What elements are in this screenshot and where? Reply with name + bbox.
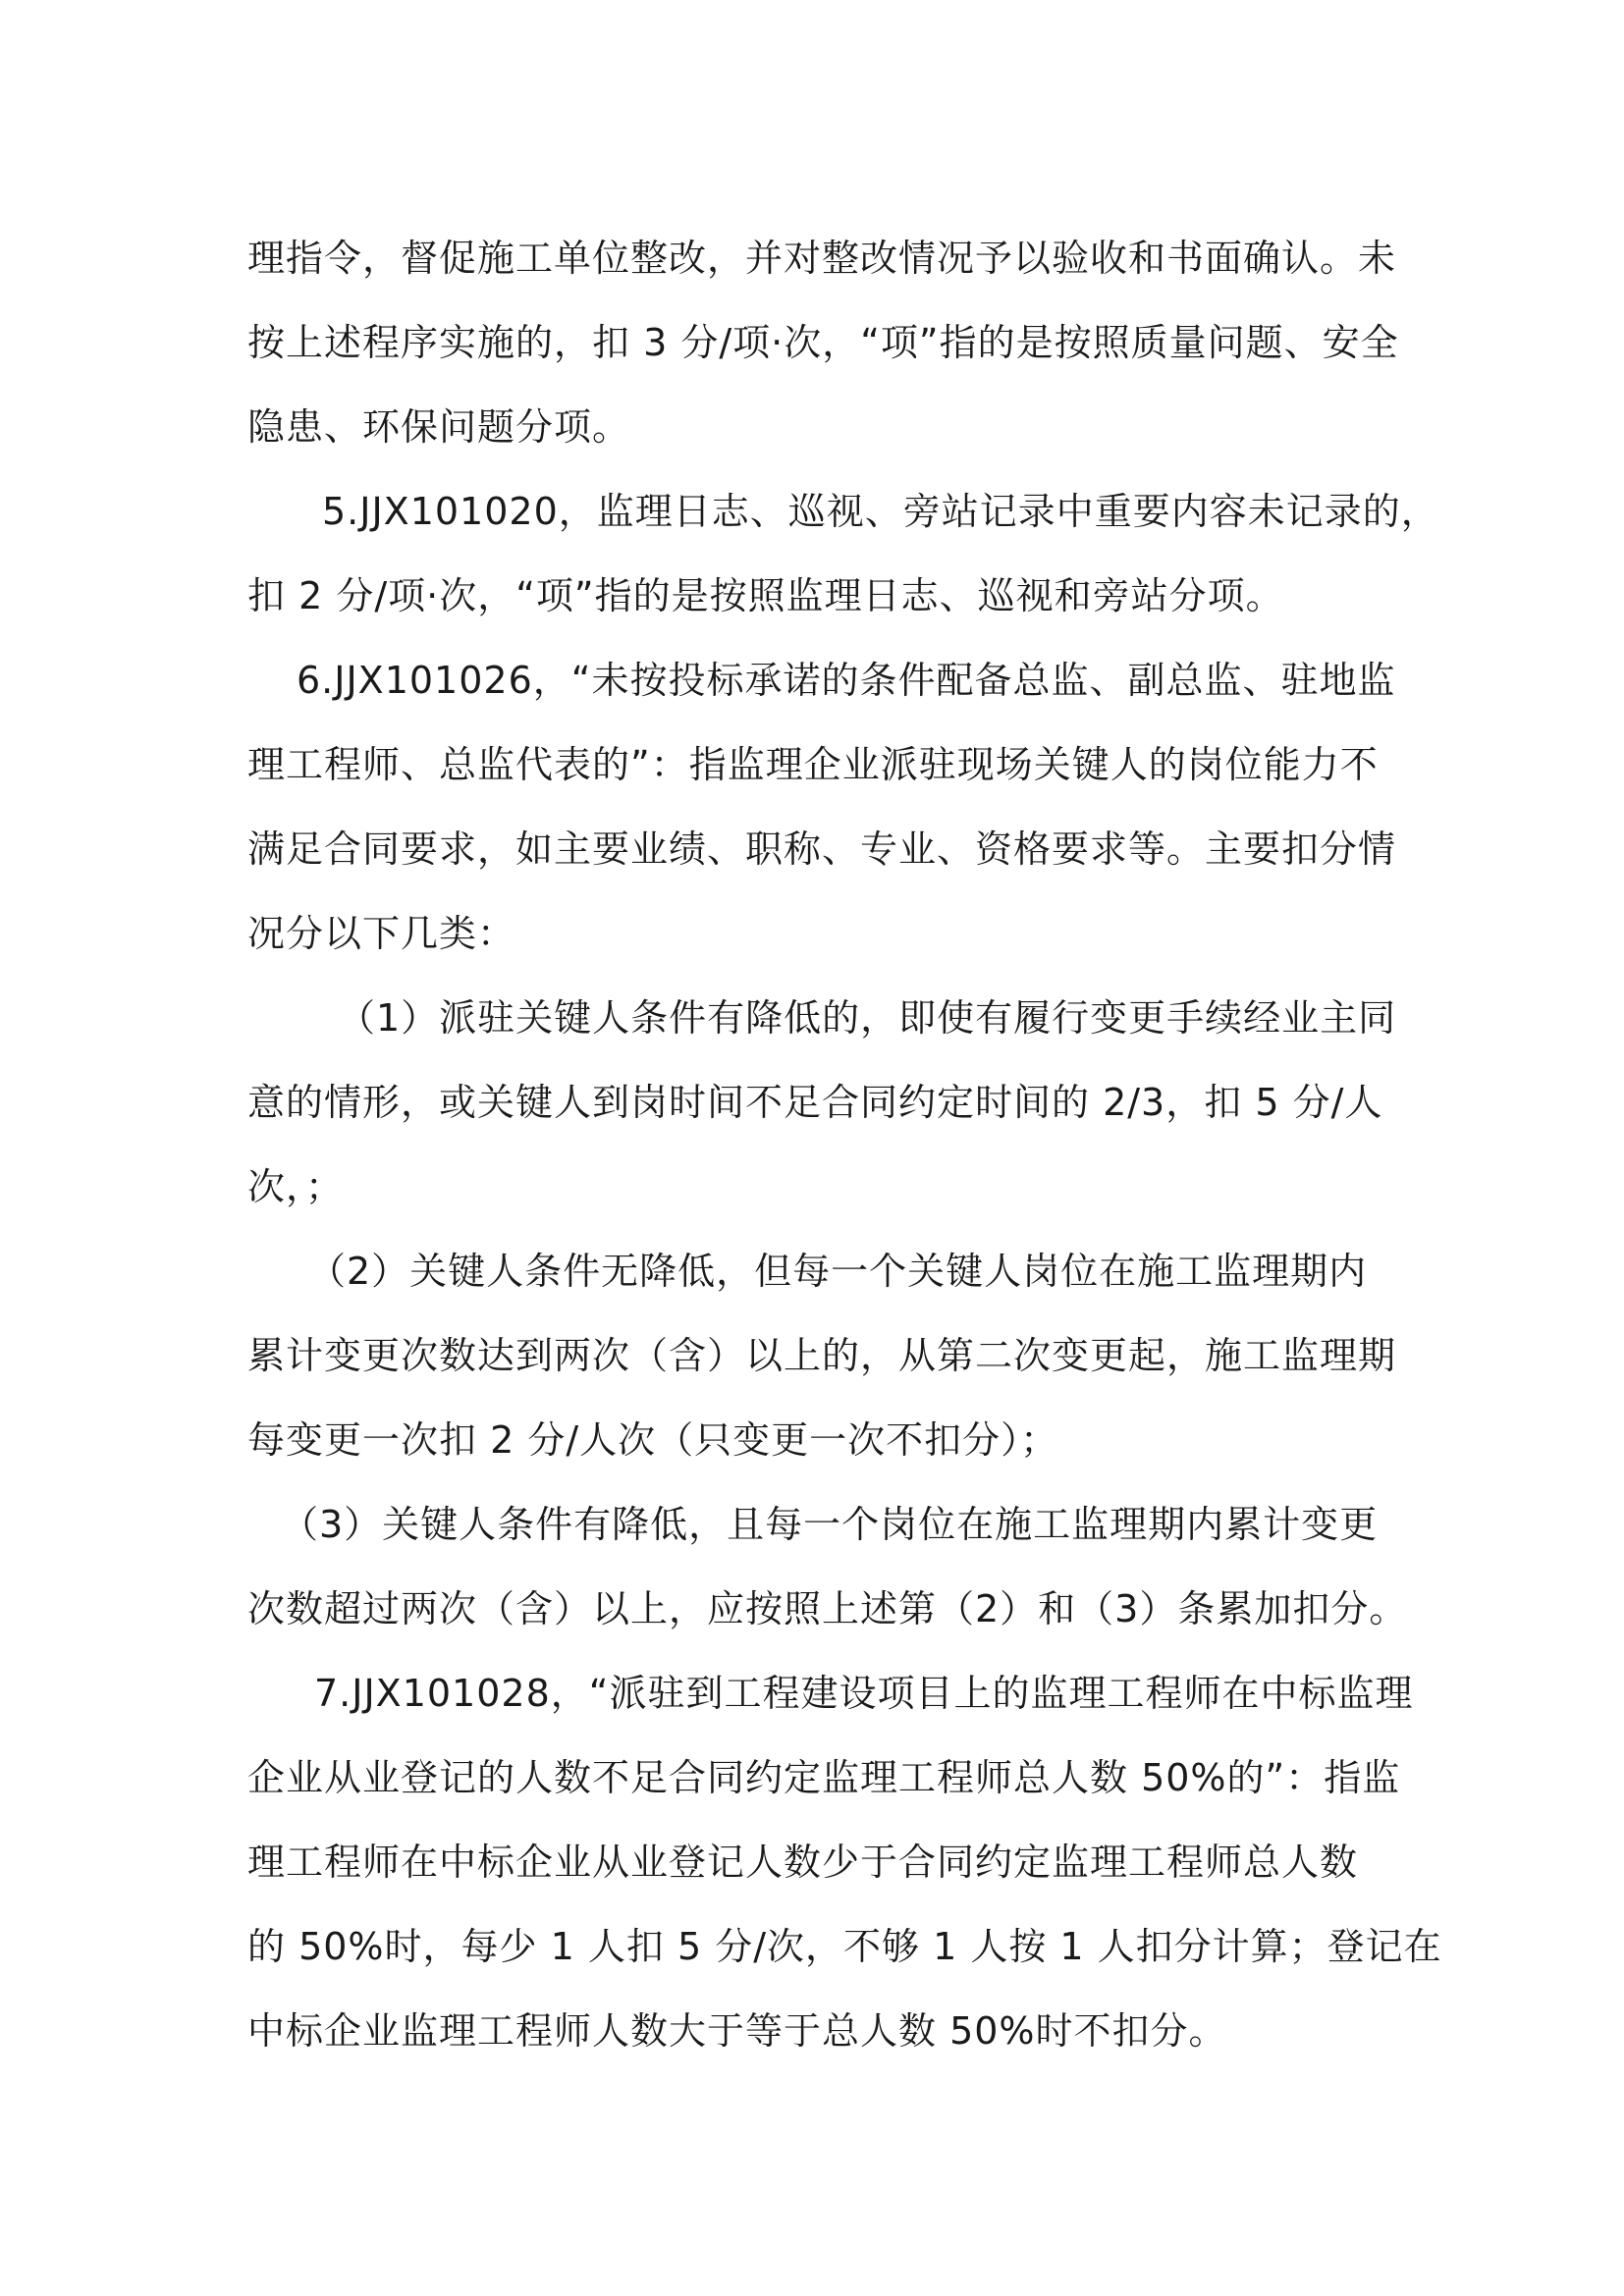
text-line: 次，； — [247, 1165, 345, 1208]
text-line: 理工程师、总监代表的”：指监理企业派驻现场关键人的岗位能力不 — [247, 743, 1379, 786]
sub-item-2-start: （2）关键人条件无降低，但每一个关键人岗位在施工监理期内 — [308, 1250, 1368, 1293]
text-line: 理指令，督促施工单位整改，并对整改情况予以验收和书面确认。未 — [247, 237, 1397, 280]
text-line: 累计变更次数达到两次（含）以上的，从第二次变更起，施工监理期 — [247, 1334, 1397, 1377]
text-line: 扣 2 分/项·次，“项”指的是按照监理日志、巡视和旁站分项。 — [247, 574, 1284, 617]
sub-item-3-start: （3）关键人条件有降低，且每一个岗位在施工监理期内累计变更 — [281, 1503, 1379, 1546]
text-line: 每变更一次扣 2 分/人次（只变更一次不扣分）； — [247, 1418, 1059, 1462]
text-line: 企业从业登记的人数不足合同约定监理工程师总人数 50%的”：指监 — [247, 1756, 1401, 1799]
text-line: 中标企业监理工程师人数大于等于总人数 50%时不扣分。 — [247, 2009, 1227, 2053]
text-line: 隐患、环保问题分项。 — [247, 405, 631, 449]
text-line: 理工程师在中标企业从业登记人数少于合同约定监理工程师总人数 — [247, 1841, 1359, 1884]
text-line: 次数超过两次（含）以上，应按照上述第（2）和（3）条累加扣分。 — [247, 1587, 1408, 1630]
paragraph-item-6-start: 6.JJX101026，“未按投标承诺的条件配备总监、副总监、驻地监 — [297, 659, 1396, 702]
text-line: 况分以下几类： — [247, 912, 516, 955]
paragraph-item-5-start: 5.JJX101020，监理日志、巡视、旁站记录中重要内容未记录的， — [322, 490, 1439, 533]
text-line: 按上述程序实施的，扣 3 分/项·次，“项”指的是按照质量问题、安全 — [247, 321, 1399, 364]
document-body — [247, 216, 1442, 2073]
sub-item-1-start: （1）派驻关键人条件有降低的，即使有履行变更手续经业主同 — [338, 996, 1397, 1040]
paragraph-item-7-start: 7.JJX101028，“派驻到工程建设项目上的监理工程师在中标监理 — [314, 1672, 1414, 1715]
text-line: 满足合同要求，如主要业绩、职称、专业、资格要求等。主要扣分情 — [247, 828, 1397, 871]
text-line: 的 50%时，每少 1 人扣 5 分/次，不够 1 人按 1 人扣分计算；登记在 — [247, 1925, 1442, 1968]
text-line: 意的情形，或关键人到岗时间不足合同约定时间的 2/3，扣 5 分/人 — [247, 1081, 1383, 1124]
